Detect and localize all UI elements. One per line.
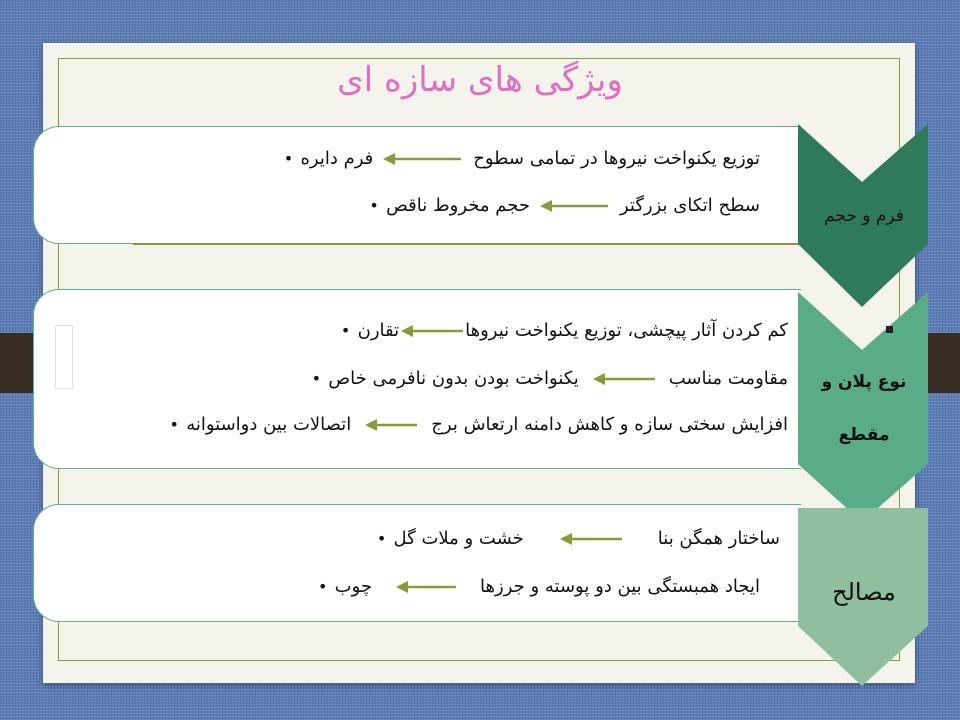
item-right-text: مقاومت مناسب <box>668 368 788 389</box>
section-label-materials: مصالح <box>832 578 896 606</box>
list-item <box>311 576 760 597</box>
bullet-icon: • <box>311 369 322 388</box>
bullet-icon: • <box>317 577 328 596</box>
decor-square <box>886 326 893 333</box>
arrow-left-icon <box>401 324 463 338</box>
arrow-left-icon <box>540 199 610 213</box>
section-label-plan-line2: مقطع <box>838 425 890 445</box>
item-left-text: تقارن <box>357 320 400 341</box>
box-notch <box>55 325 73 389</box>
section-label-plan-line1: نوع پلان و <box>821 372 907 392</box>
bullet-icon: • <box>369 196 379 215</box>
list-item <box>276 148 760 169</box>
bullet-icon: • <box>169 415 179 434</box>
item-left-text: یکنواخت بودن بدون نافرمی خاص <box>328 368 579 389</box>
item-left-text: حجم مخروط ناقص <box>386 195 530 216</box>
arrow-left-icon <box>383 152 463 166</box>
arrow-left-icon <box>365 418 417 432</box>
chevron-shape-plan <box>798 292 930 524</box>
item-left-text: چوب <box>334 576 373 597</box>
item-right-text: کم کردن آثار پیچشی، توزیع یکنواخت نیروها <box>465 320 788 341</box>
item-right-text: افزایش سختی سازه و کاهش دامنه ارتعاش برج <box>431 414 788 435</box>
item-left-text: فرم دایره <box>300 148 374 169</box>
section-box-materials <box>33 504 801 622</box>
list-item <box>334 320 788 341</box>
arrow-left-icon <box>593 372 655 386</box>
item-left-text: اتصالات بین دواستوانه <box>186 414 352 435</box>
bullet-icon: • <box>376 529 387 548</box>
right-decor-bar <box>928 333 960 393</box>
item-left-text: خشت و ملات گل <box>393 528 524 549</box>
item-right-text: ساختار همگن بنا <box>657 528 780 549</box>
arrow-left-icon <box>560 532 622 546</box>
bullet-icon: • <box>340 321 351 340</box>
arrow-left-icon <box>396 580 456 594</box>
section-underline <box>133 243 801 245</box>
bullet-icon: • <box>283 149 294 168</box>
section-label-form: فرم و حجم <box>824 206 904 226</box>
list-item <box>362 195 760 216</box>
item-right-text: ایجاد همبستگی بین دو پوسته و جرزها <box>480 576 760 597</box>
slide-title: ویژگی های سازه ای <box>337 60 623 100</box>
list-item <box>162 414 788 435</box>
section-box-form <box>33 126 801 244</box>
list-item <box>370 528 780 549</box>
item-right-text: توزیع یکنواخت نیروها در تمامی سطوح <box>473 148 760 169</box>
list-item <box>304 368 788 389</box>
item-right-text: سطح اتکای بزرگتر <box>619 195 760 216</box>
